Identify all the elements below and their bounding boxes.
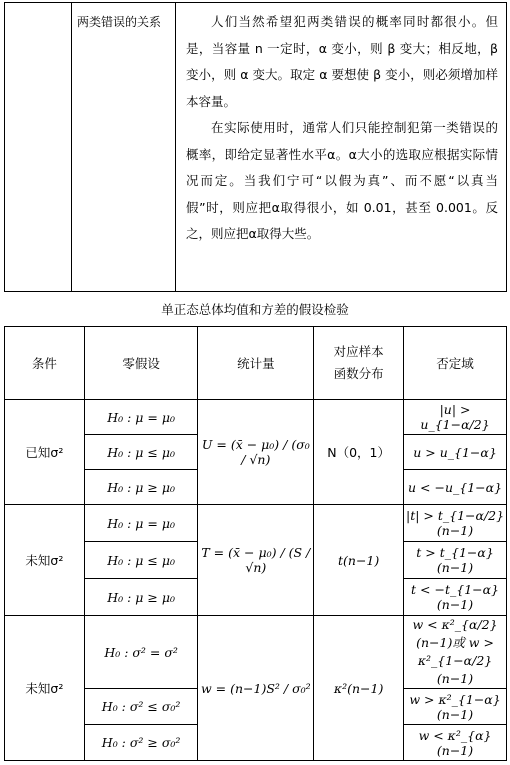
null-hypothesis-cell: H₀ : μ = μ₀ (84, 400, 198, 435)
header-distribution (314, 327, 404, 400)
rejection-region-cell: |t| > t_{1−α/2}(n−1) (404, 505, 507, 542)
null-hypothesis-cell: H₀ : σ² = σ² (84, 616, 198, 689)
header-row (5, 327, 507, 400)
error-relation-table (4, 2, 507, 292)
table-row (5, 616, 507, 689)
null-hypothesis-cell: H₀ : μ ≤ μ₀ (84, 542, 198, 579)
header-null-hypothesis: 零假设 (84, 327, 198, 400)
table-row (5, 505, 507, 542)
rejection-region-cell: w > κ²_{1−α}(n−1) (404, 689, 507, 725)
header-condition: 条件 (5, 327, 85, 400)
null-hypothesis-cell: H₀ : μ ≤ μ₀ (84, 435, 198, 470)
statistic-t-cell: T = (x̄ − μ₀) / (S / √n) (198, 505, 314, 616)
explanation-paragraph-1: 人们当然希望犯两类错误的概率同时都很小。但是，当容量 n 一定时，α 变小，则 β 变大；相反地，β 变小，则 α 变大。取定 α 要想使 β 变小，则必须增加样本容量。 (186, 14, 498, 109)
header-statistic: 统计量 (198, 327, 314, 400)
topic-label: 两类错误的关系 (77, 15, 162, 29)
table-row (5, 400, 507, 435)
condition-unknown-variance-chi: 未知σ² (5, 616, 85, 761)
null-hypothesis-cell: H₀ : μ ≥ μ₀ (84, 470, 198, 505)
null-hypothesis-cell: H₀ : σ² ≥ σ₀² (84, 725, 198, 761)
explanation-cell (176, 3, 506, 291)
rejection-region-cell: w < κ²_{α}(n−1) (404, 725, 507, 761)
rejection-region-cell: |u| > u_{1−α/2} (404, 400, 507, 435)
topic-cell (71, 3, 176, 291)
header-distribution-line2: 函数分布 (333, 366, 384, 381)
null-hypothesis-cell: H₀ : μ = μ₀ (84, 505, 198, 542)
rejection-region-cell: u > u_{1−α} (404, 435, 507, 470)
empty-left-cell (5, 3, 72, 291)
distribution-t-cell: t(n−1) (314, 505, 404, 616)
explanation-paragraph-2: 在实际使用时，通常人们只能控制犯第一类错误的概率，即给定显著性水平α。α大小的选取应根据实际情况而定。当我们宁可“以假为真”、而不愿“以真当假”时，则应把α取得很小，如 0.01，甚至 0.001。反之，则应把α取得大些。 (186, 120, 498, 241)
rejection-region-cell: w < κ²_{α/2}(n−1)或 w > κ²_{1−α/2}(n−1) (404, 616, 507, 689)
statistic-u-cell: U = (x̄ − μ₀) / (σ₀ / √n) (198, 400, 314, 505)
condition-known-variance: 已知σ² (5, 400, 85, 505)
hypothesis-test-table (4, 326, 507, 761)
distribution-normal-cell: N（0，1） (314, 400, 404, 505)
rejection-region-cell: u < −u_{1−α} (404, 470, 507, 505)
distribution-chi-cell: κ²(n−1) (314, 616, 404, 761)
null-hypothesis-cell: H₀ : σ² ≤ σ₀² (84, 689, 198, 725)
section-title: 单正态总体均值和方差的假设检验 (161, 302, 349, 317)
rejection-region-cell: t < −t_{1−α}(n−1) (404, 579, 507, 616)
statistic-w-cell: w = (n−1)S² / σ₀² (198, 616, 314, 761)
condition-unknown-variance: 未知σ² (5, 505, 85, 616)
rejection-region-cell: t > t_{1−α}(n−1) (404, 542, 507, 579)
header-rejection-region: 否定域 (404, 327, 507, 400)
header-distribution-line1: 对应样本 (333, 344, 384, 359)
null-hypothesis-cell: H₀ : μ ≥ μ₀ (84, 579, 198, 616)
